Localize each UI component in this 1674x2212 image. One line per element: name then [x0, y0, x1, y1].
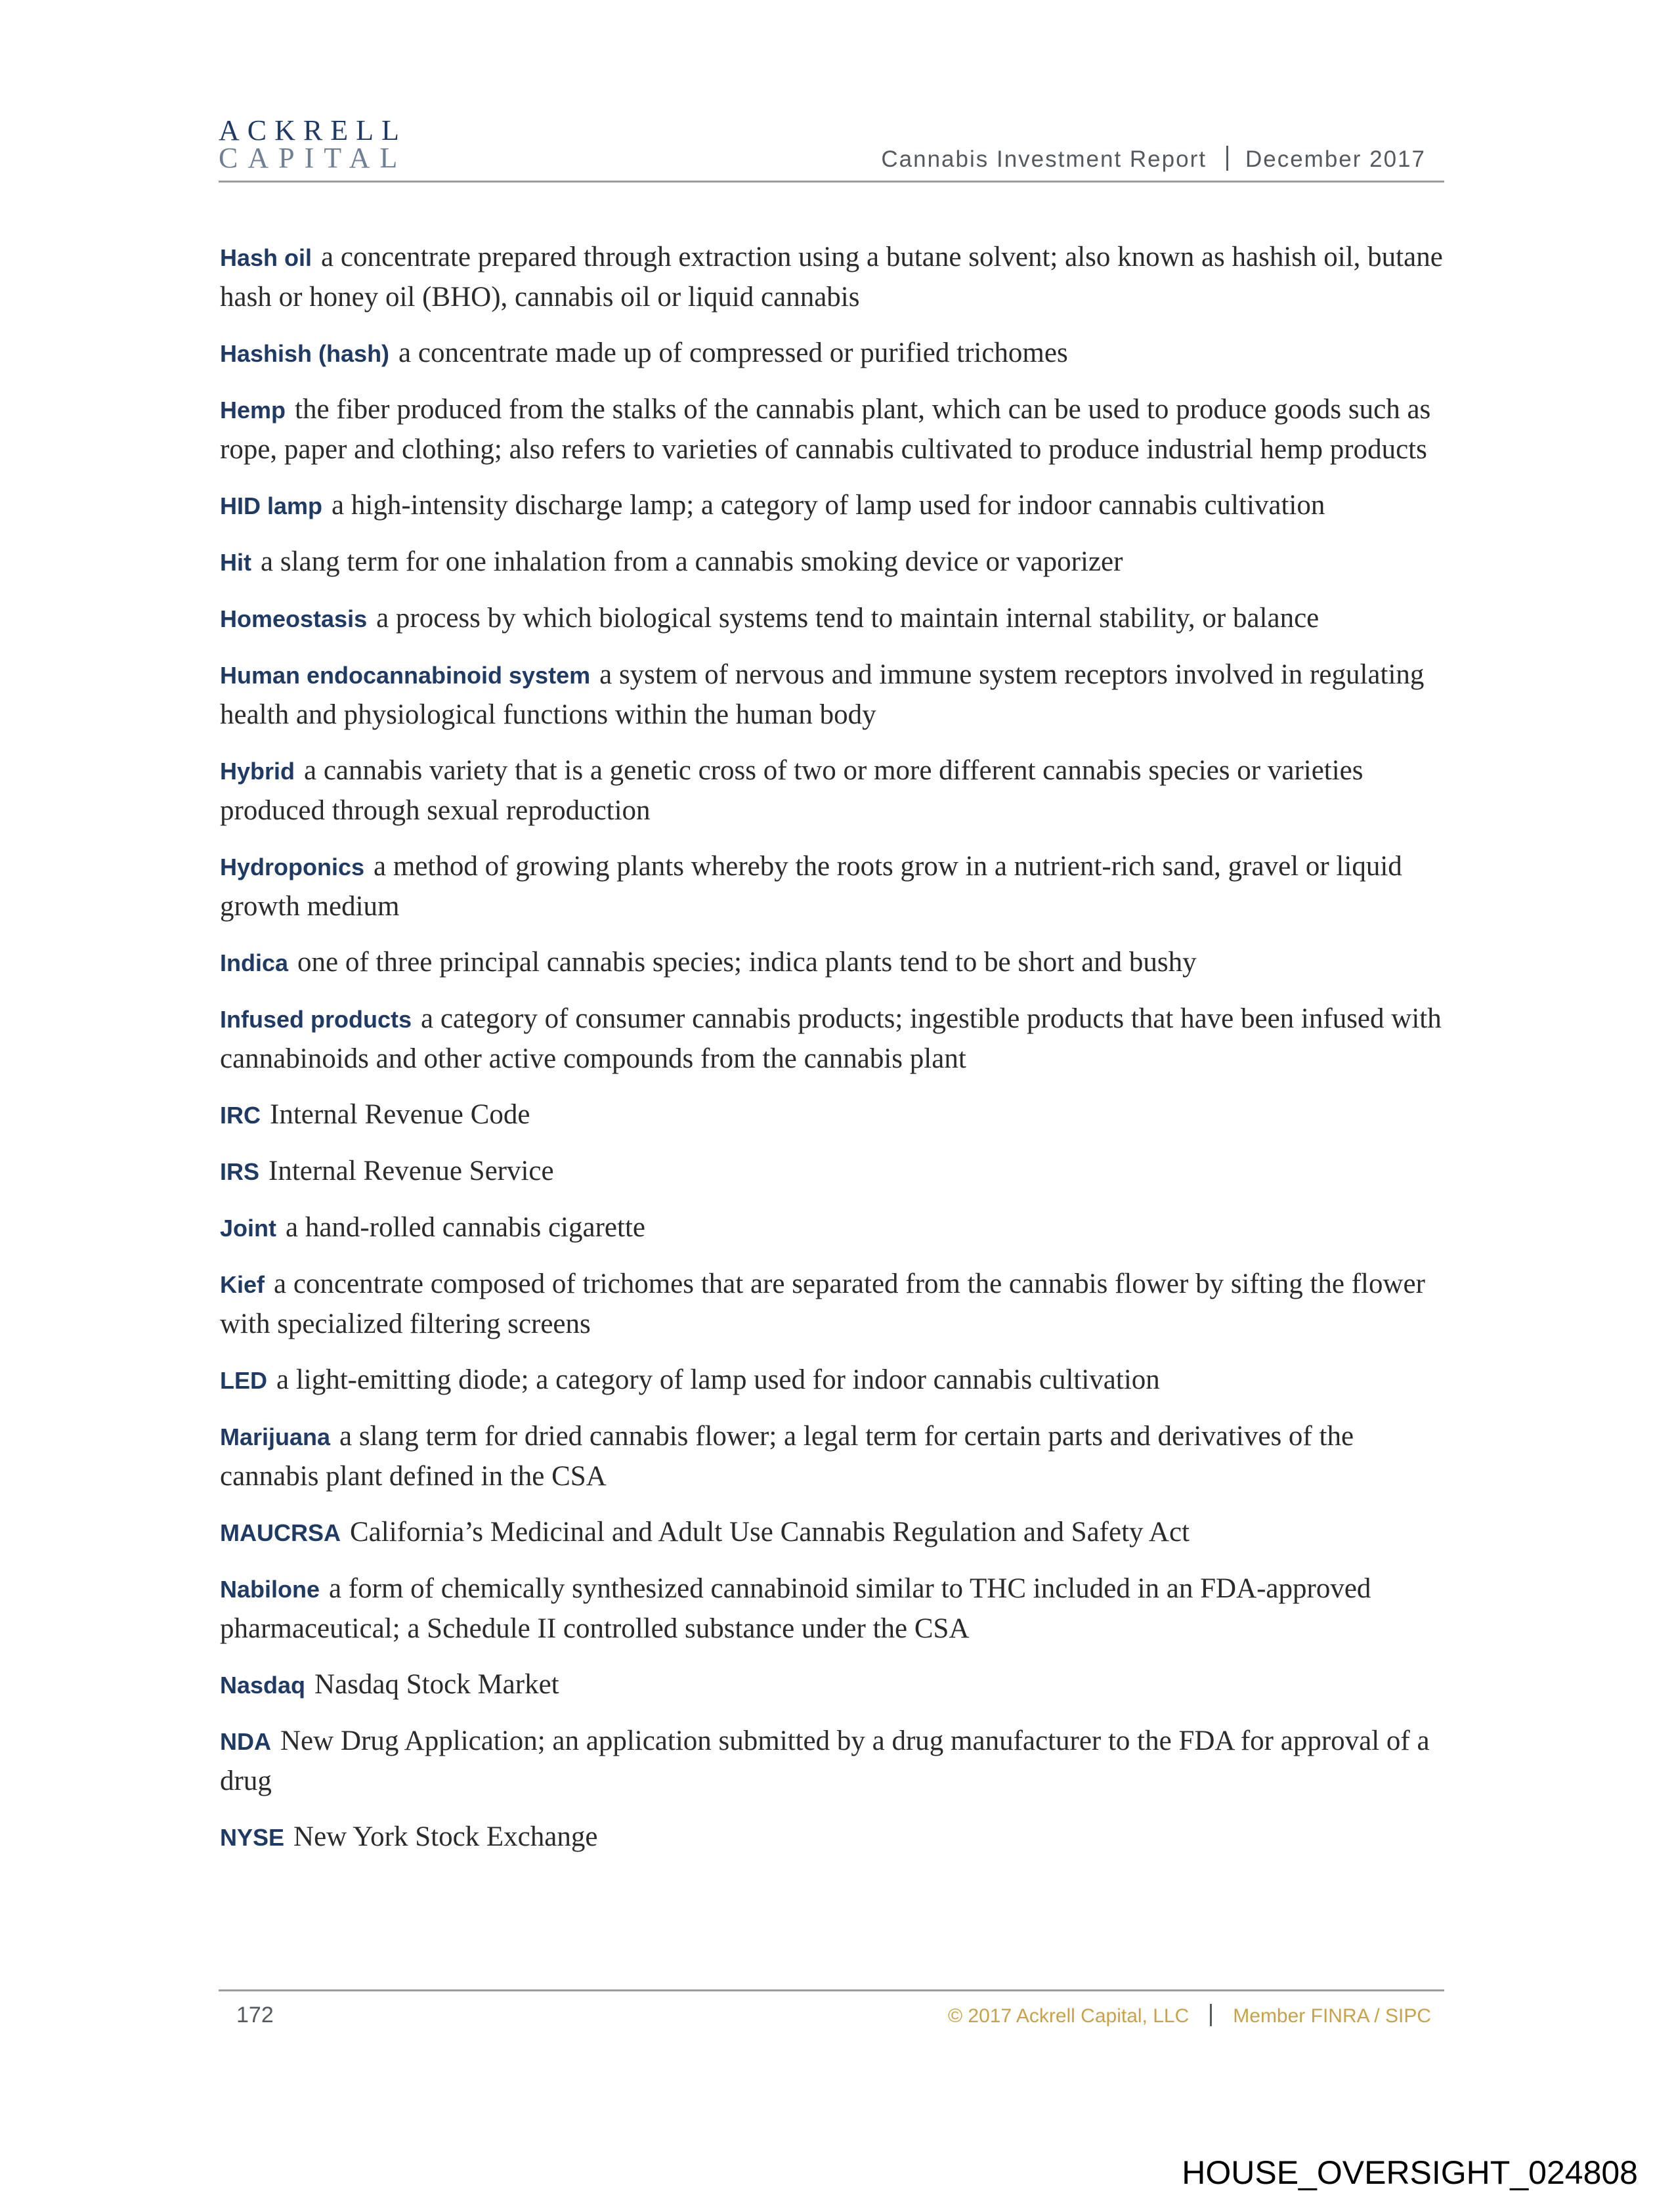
glossary-term: Hashish (hash)	[220, 340, 390, 367]
glossary-definition: a system of nervous and immune system receptors involved in regulating health and physiological functions within the human body	[220, 659, 1425, 730]
header-divider	[1226, 146, 1228, 171]
glossary-definition: a category of consumer cannabis products; ingestible products that have been infused with cannabinoids and other active compounds from the cannabis plant	[220, 1003, 1442, 1074]
glossary-term: IRS	[220, 1158, 260, 1185]
footer-credits	[948, 2004, 1431, 2028]
glossary-definition: a concentrate prepared through extraction using a butane solvent; also known as hashish oil, butane hash or honey oil (BHO), cannabis oil or liquid cannabis	[220, 242, 1443, 313]
glossary-definition: a light-emitting diode; a category of lamp used for indoor cannabis cultivation	[276, 1364, 1160, 1395]
page-number: 172	[236, 2003, 274, 2028]
footer-rule	[219, 1989, 1444, 1991]
glossary-definition: a form of chemically synthesized cannabinoid similar to THC included in an FDA-approved pharmaceutical; a Schedule II controlled substance under the CSA	[220, 1573, 1371, 1644]
glossary-entry	[220, 1569, 1444, 1649]
glossary-term: Hydroponics	[220, 854, 365, 880]
glossary-entry	[220, 334, 1444, 374]
glossary-entry	[220, 943, 1444, 983]
glossary-entry	[220, 751, 1444, 831]
glossary-entry	[220, 542, 1444, 582]
report-title: Cannabis Investment Report	[881, 146, 1207, 172]
glossary-term: Marijuana	[220, 1423, 331, 1450]
glossary-entry	[220, 1152, 1444, 1192]
company-logo	[219, 114, 408, 174]
glossary-definition: California’s Medicinal and Adult Use Cannabis Regulation and Safety Act	[350, 1517, 1190, 1548]
glossary-term: HID lamp	[220, 492, 323, 519]
glossary-entry	[220, 1722, 1444, 1801]
glossary-definition: Internal Revenue Service	[268, 1156, 554, 1186]
glossary-term: MAUCRSA	[220, 1519, 341, 1546]
glossary-entry	[220, 599, 1444, 639]
glossary-definition: Nasdaq Stock Market	[314, 1669, 559, 1700]
glossary-entry	[220, 1095, 1444, 1135]
copyright-notice: © 2017 Ackrell Capital, LLC	[947, 2005, 1190, 2027]
glossary-term: Indica	[220, 949, 289, 976]
glossary-entry	[220, 238, 1444, 317]
glossary-entry	[220, 1665, 1444, 1705]
glossary-entry	[220, 1360, 1444, 1400]
glossary-entry	[220, 1208, 1444, 1248]
glossary-term: Human endocannabinoid system	[220, 662, 591, 689]
glossary-definition: New York Stock Exchange	[293, 1821, 598, 1852]
header-rule	[219, 181, 1444, 183]
glossary-definition: the fiber produced from the stalks of the cannabis plant, which can be used to produce goods such as rope, paper and clothing; also refers to varieties of cannabis cultivated to produce industrial hemp products	[220, 394, 1431, 465]
glossary-entry	[220, 390, 1444, 469]
glossary-definition: a process by which biological systems tend to maintain internal stability, or balance	[376, 603, 1320, 634]
glossary-term: Hemp	[220, 397, 286, 423]
glossary-term: NDA	[220, 1728, 271, 1755]
glossary-definition: a concentrate made up of compressed or purified trichomes	[398, 337, 1068, 368]
running-header	[881, 146, 1426, 173]
glossary-term: IRC	[220, 1102, 261, 1129]
report-date: December 2017	[1245, 146, 1426, 172]
glossary-definition: a hand-rolled cannabis cigarette	[286, 1212, 645, 1243]
bates-stamp: HOUSE_OVERSIGHT_024808	[1182, 2154, 1638, 2191]
glossary-definition: a slang term for one inhalation from a cannabis smoking device or vaporizer	[261, 546, 1123, 577]
glossary-definition: a slang term for dried cannabis flower; a legal term for certain parts and derivatives of the cannabis plant defined in the CSA	[220, 1421, 1354, 1492]
glossary-term: Infused products	[220, 1006, 412, 1033]
glossary-definition: a high-intensity discharge lamp; a category of lamp used for indoor cannabis cultivation	[332, 490, 1325, 521]
glossary-entry	[220, 1817, 1444, 1857]
glossary-definition: Internal Revenue Code	[270, 1099, 530, 1130]
glossary-term: Nasdaq	[220, 1672, 306, 1699]
glossary-definition: New Drug Application; an application submitted by a drug manufacturer to the FDA for approval of a drug	[220, 1725, 1430, 1796]
glossary-definition: a method of growing plants whereby the roots grow in a nutrient-rich sand, gravel or liquid growth medium	[220, 851, 1402, 922]
logo-line-1: ACKRELL	[219, 114, 407, 146]
glossary-term: Hit	[220, 549, 251, 576]
glossary-entry	[220, 1513, 1444, 1553]
glossary-list	[220, 238, 1444, 1874]
glossary-definition: a concentrate composed of trichomes that are separated from the cannabis flower by sifting the flower with specialized filtering screens	[220, 1269, 1425, 1339]
glossary-term: Hybrid	[220, 758, 295, 785]
glossary-entry	[220, 847, 1444, 926]
glossary-term: Kief	[220, 1271, 265, 1298]
glossary-entry	[220, 999, 1444, 1079]
glossary-definition: a cannabis variety that is a genetic cross of two or more different cannabis species or varieties produced through sexual reproduction	[220, 755, 1363, 826]
glossary-entry	[220, 486, 1444, 526]
member-notice: Member FINRA / SIPC	[1233, 2005, 1431, 2027]
glossary-term: LED	[220, 1367, 267, 1394]
glossary-entry	[220, 655, 1444, 735]
glossary-entry	[220, 1417, 1444, 1496]
glossary-term: Joint	[220, 1215, 276, 1242]
glossary-term: Homeostasis	[220, 605, 368, 632]
logo-line-2: CAPITAL	[219, 142, 408, 174]
glossary-definition: one of three principal cannabis species; indica plants tend to be short and bushy	[297, 947, 1197, 978]
glossary-term: Hash oil	[220, 244, 312, 271]
footer-divider	[1210, 2004, 1212, 2026]
glossary-term: NYSE	[220, 1824, 285, 1851]
glossary-entry	[220, 1265, 1444, 1344]
glossary-term: Nabilone	[220, 1576, 320, 1603]
